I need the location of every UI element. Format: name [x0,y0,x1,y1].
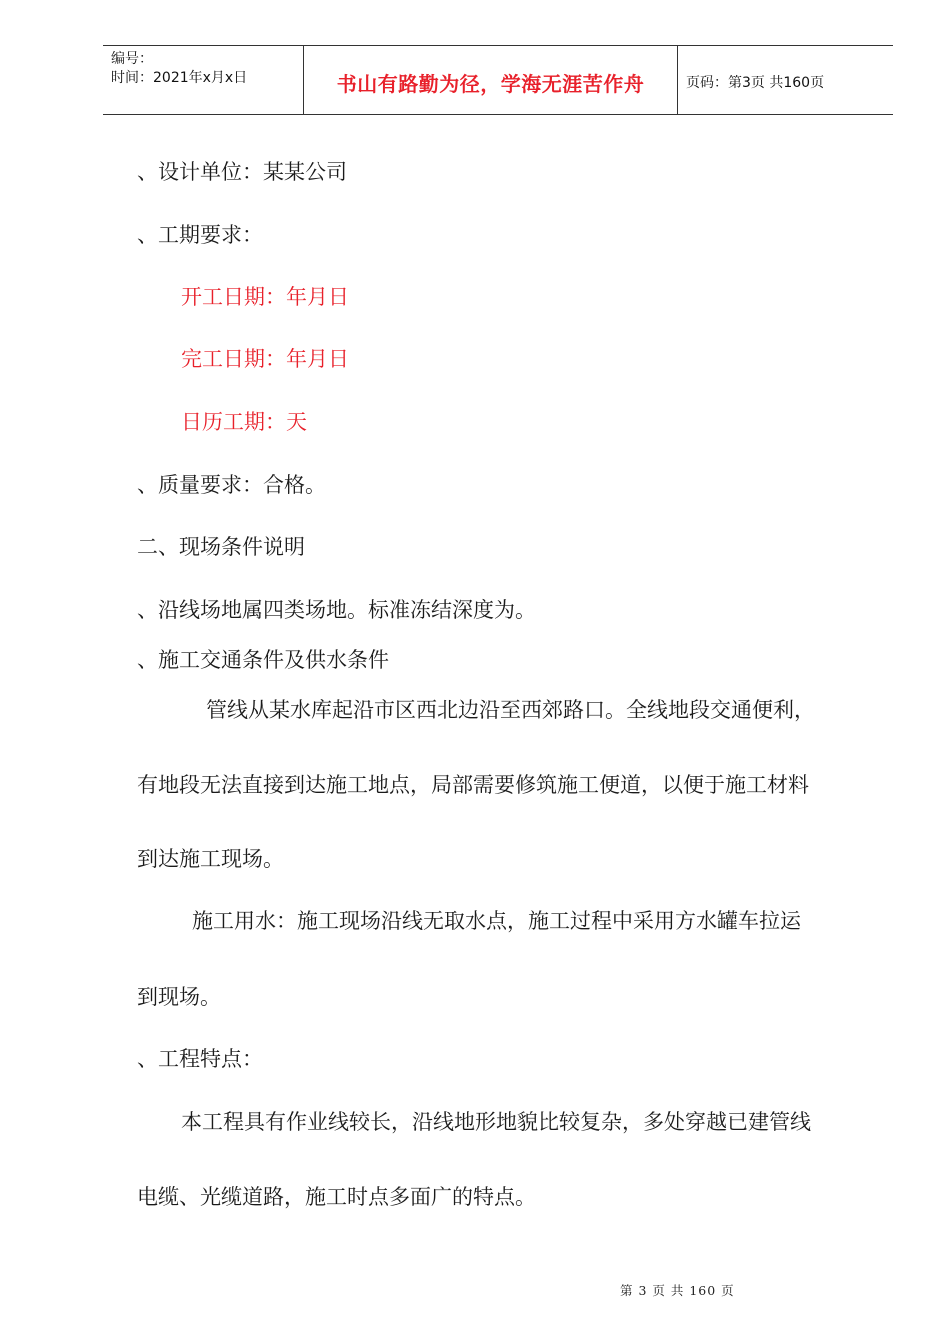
header-divider [677,46,678,114]
completion-date-line: 完工日期：年月日 [181,347,349,371]
paragraph-line: 电缆、光缆道路，施工时点多面广的特点。 [137,1185,536,1209]
project-features-heading: 、工程特点： [137,1047,263,1071]
paragraph-line: 到现场。 [137,985,221,1009]
header-motto: 书山有路勤为径，学海无涯苦作舟 [336,72,645,96]
site-conditions-heading: 二、现场条件说明 [137,535,305,559]
design-unit-line: 、设计单位：某某公司 [137,160,347,184]
page-footer: 第 3 页 共 160 页 [620,1283,735,1298]
start-date-line: 开工日期：年月日 [181,285,349,309]
paragraph-line: 管线从某水库起沿市区西北边沿至西郊路口。全线地段交通便利， [206,698,815,722]
traffic-water-heading: 、施工交通条件及供水条件 [137,648,389,672]
page-header [103,45,893,115]
site-category-line: 、沿线场地属四类场地。标准冻结深度为。 [137,598,536,622]
calendar-duration-line: 日历工期：天 [181,410,307,434]
time-label: 时间：2021年x月x日 [111,70,248,86]
quality-requirement-line: 、质量要求：合格。 [137,473,326,497]
header-meta [111,50,247,88]
paragraph-line: 有地段无法直接到达施工地点，局部需要修筑施工便道，以便于施工材料 [137,773,809,797]
header-page-info: 页码：第3页 共160页 [686,75,825,91]
paragraph-line: 本工程具有作业线较长，沿线地形地貌比较复杂，多处穿越已建管线 [181,1110,811,1134]
paragraph-line: 施工用水：施工现场沿线无取水点，施工过程中采用方水罐车拉运 [192,909,801,933]
serial-label: 编号： [111,51,153,67]
schedule-requirement-heading: 、工期要求： [137,223,263,247]
paragraph-line: 到达施工现场。 [137,847,284,871]
